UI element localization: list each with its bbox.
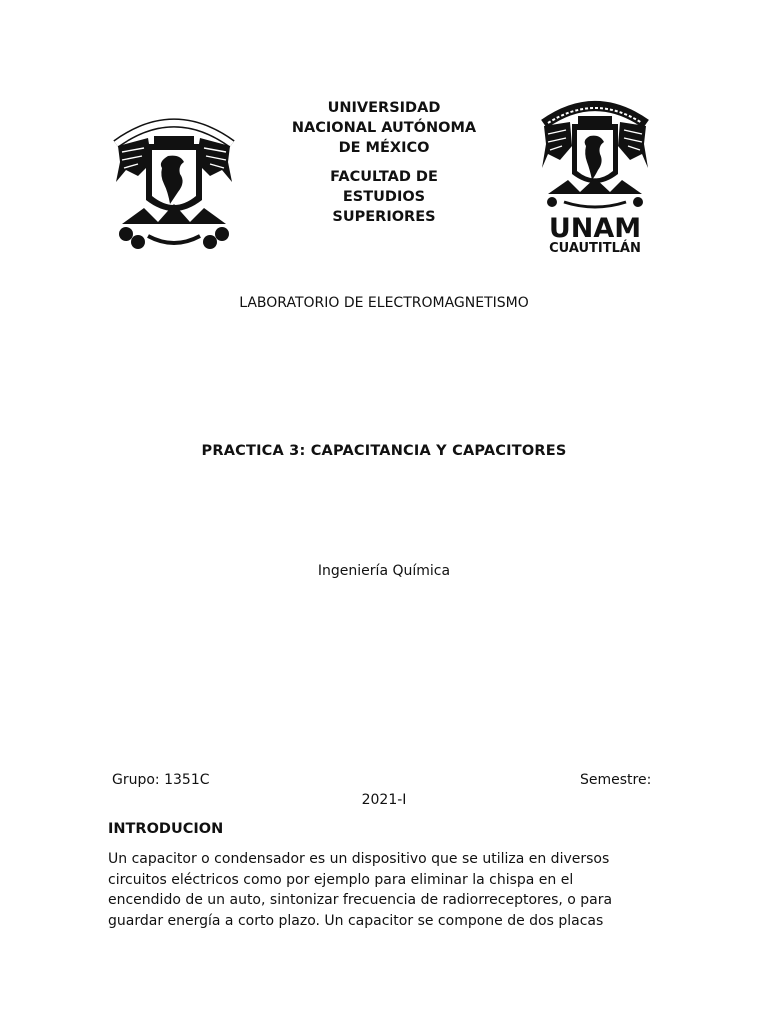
faculty-name: [270, 167, 498, 227]
university-name-line-1: UNIVERSIDAD: [327, 100, 441, 116]
introduction-line: guardar energía a corto plazo. Un capacitor se compone de dos placas: [108, 912, 604, 929]
semester-label: Semestre:: [580, 772, 652, 788]
university-name-line-2: NACIONAL AUTÓNOMA: [291, 120, 477, 136]
group-label: Grupo: 1351C: [112, 772, 210, 788]
introduction-body: [108, 849, 668, 931]
faculty-name-line-2: ESTUDIOS: [342, 189, 426, 205]
faculty-name-line-3: SUPERIORES: [332, 209, 436, 225]
career-name: Ingeniería Química: [317, 563, 451, 579]
faculty-name-line-1: FACULTAD DE: [330, 169, 438, 185]
unam-crest-logo: [108, 104, 240, 254]
university-name: [270, 98, 498, 158]
unam-wordmark: UNAM: [548, 213, 642, 244]
campus-name: CUAUTITLÁN: [549, 241, 641, 254]
unam-cuautitlan-logo: [540, 94, 650, 254]
introduction-line: Un capacitor o condensador es un dispositivo que se utiliza en diversos: [108, 851, 610, 867]
lab-title: LABORATORIO DE ELECTROMAGNETISMO: [239, 295, 529, 311]
introduction-line: circuitos eléctricos como por ejemplo para eliminar la chispa en el: [108, 871, 574, 888]
practice-title: PRACTICA 3: CAPACITANCIA Y CAPACITORES: [201, 443, 567, 459]
semester-value: 2021-I: [361, 792, 407, 808]
introduction-heading: INTRODUCION: [108, 821, 224, 837]
introduction-line: encendido de un auto, sintonizar frecuencia de radiorreceptores, o para: [108, 892, 613, 908]
university-name-line-3: DE MÉXICO: [338, 140, 430, 156]
